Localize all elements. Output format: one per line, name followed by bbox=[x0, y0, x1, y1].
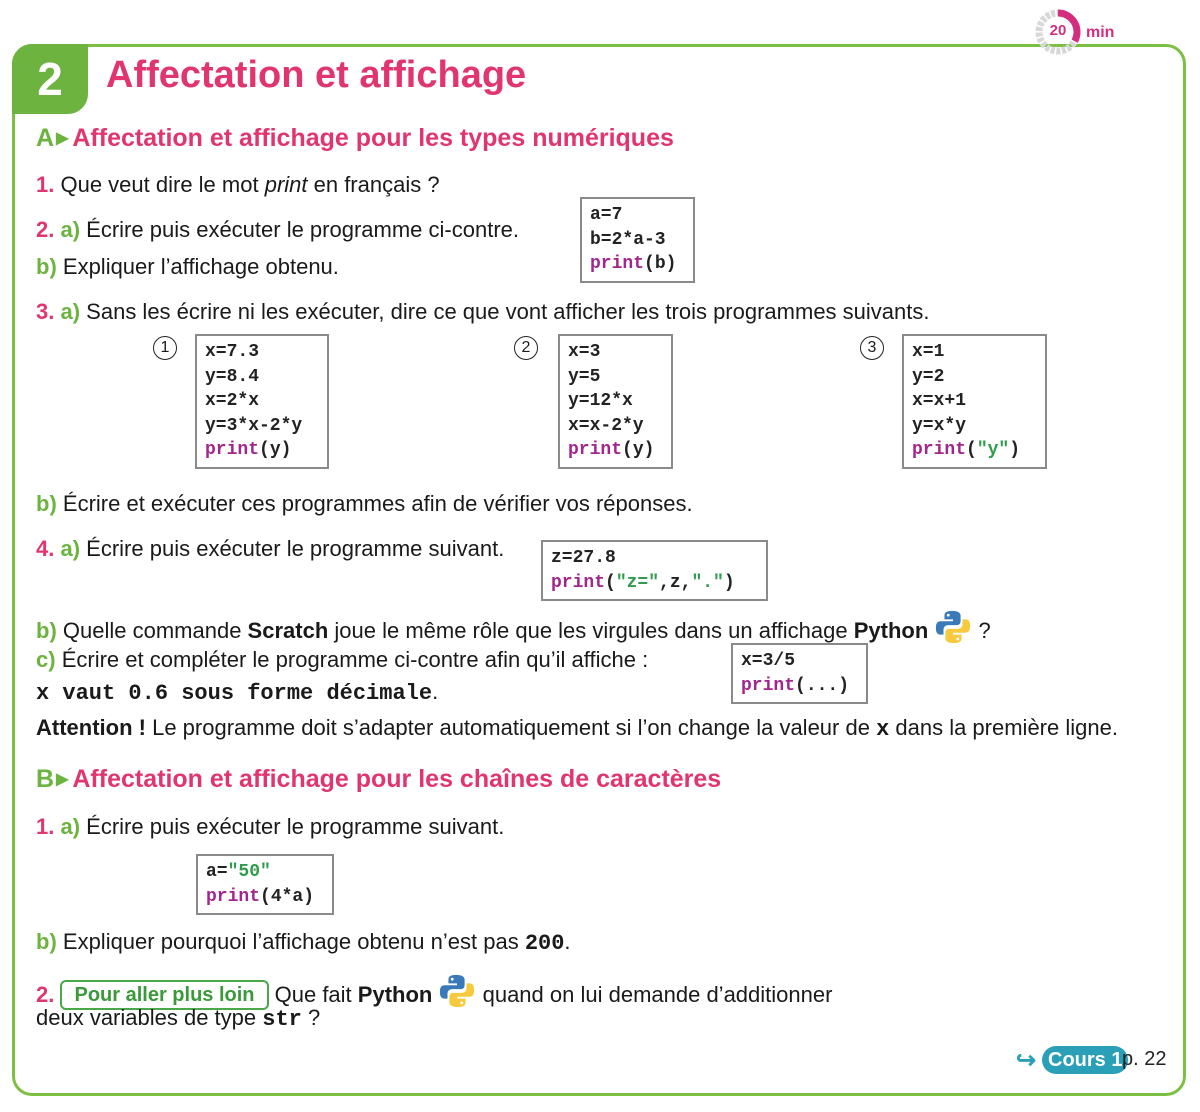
subquestion-label: b) bbox=[36, 618, 57, 643]
question-text: Écrire puis exécuter le programme suivant. bbox=[86, 814, 505, 839]
question-text: Expliquer pourquoi l’affichage obtenu n’est pas bbox=[62, 929, 525, 954]
code-assign: a= bbox=[206, 862, 228, 882]
code-line bbox=[205, 438, 319, 463]
code-line: y=5 bbox=[568, 366, 601, 387]
timer-value: 20 bbox=[1049, 22, 1067, 39]
question-text-mid: joue le même rôle que les virgules dans un affichage bbox=[328, 618, 854, 643]
punctuation: . bbox=[564, 929, 571, 954]
code-line bbox=[568, 438, 663, 463]
code-line: x=2*x bbox=[205, 391, 260, 411]
timer-unit: min bbox=[1086, 24, 1115, 41]
code-block-prog3 bbox=[902, 334, 1047, 469]
question-text: Expliquer l’affichage obtenu. bbox=[62, 254, 339, 279]
code-line: x=1 bbox=[912, 342, 945, 362]
question-text-end: quand on lui demande d’additionner bbox=[476, 982, 833, 1007]
question-number: 2. bbox=[36, 217, 55, 242]
code-paren: ( bbox=[605, 572, 616, 593]
code-args: (...) bbox=[795, 675, 850, 696]
subquestion-label: a) bbox=[60, 814, 81, 839]
code-line bbox=[741, 674, 858, 699]
subquestion-label: b) bbox=[36, 929, 57, 954]
question-text: Que veut dire le mot bbox=[60, 172, 265, 197]
value-200: 200 bbox=[524, 931, 565, 956]
cours-page-ref: p. 22 bbox=[1122, 1048, 1167, 1070]
code-args: (4*a) bbox=[260, 886, 315, 907]
program-label-2: 2 bbox=[514, 336, 538, 360]
exercise-number-badge: 2 bbox=[12, 44, 88, 114]
subquestion-label: b) bbox=[36, 254, 57, 279]
code-block-b1 bbox=[196, 854, 334, 915]
code-keyword: print bbox=[551, 572, 606, 593]
code-paren: ) bbox=[723, 572, 735, 593]
code-line bbox=[912, 438, 1037, 463]
question-b1a bbox=[36, 814, 504, 840]
scratch-word: Scratch bbox=[247, 618, 329, 643]
question-text-end: ? bbox=[972, 618, 991, 643]
question-number: 1. bbox=[36, 172, 55, 197]
code-line bbox=[206, 860, 324, 885]
question-text: Écrire puis exécuter le programme suivant. bbox=[86, 536, 505, 561]
code-line: x=3/5 bbox=[741, 651, 796, 671]
code-keyword: print bbox=[206, 886, 261, 907]
code-line: a=7 bbox=[590, 205, 623, 225]
code-block-prog1 bbox=[195, 334, 329, 469]
code-keyword: print bbox=[568, 440, 623, 460]
question-text-end: en français ? bbox=[307, 172, 440, 197]
code-args: (b) bbox=[644, 254, 677, 274]
attention-text: Le programme doit s’adapter automatiquement si l’on change la valeur de bbox=[145, 715, 877, 740]
question-text: Sans les écrire ni les exécuter, dire ce que vont afficher les trois programmes suivants. bbox=[86, 299, 930, 324]
code-string: "50" bbox=[227, 862, 271, 882]
question-a4c bbox=[36, 647, 648, 673]
question-a1 bbox=[36, 172, 440, 198]
attention-note bbox=[36, 715, 1118, 742]
question-a2a bbox=[36, 217, 519, 243]
expected-output-line bbox=[36, 679, 438, 706]
code-line: y=3*x-2*y bbox=[205, 415, 303, 436]
code-paren: ) bbox=[1009, 440, 1021, 460]
question-text: deux variables de type bbox=[36, 1005, 263, 1030]
code-block-a4c bbox=[731, 643, 868, 704]
code-line bbox=[551, 571, 758, 596]
code-keyword: print bbox=[590, 254, 645, 274]
triangle-icon: ▶ bbox=[56, 771, 69, 788]
print-word: print bbox=[264, 172, 308, 197]
question-text: Écrire et exécuter ces programmes afin de vérifier vos réponses. bbox=[62, 491, 693, 516]
code-line: y=12*x bbox=[568, 391, 633, 411]
question-a4b bbox=[36, 608, 991, 646]
code-line bbox=[206, 885, 324, 910]
question-text: Écrire et compléter le programme ci-contre afin qu’il affiche : bbox=[61, 647, 649, 672]
question-a3a bbox=[36, 299, 930, 325]
code-line: x=3 bbox=[568, 342, 601, 362]
exercise-title: Affectation et affichage bbox=[106, 54, 527, 96]
code-line bbox=[590, 252, 685, 277]
question-text: Écrire puis exécuter le programme ci-contre. bbox=[86, 217, 519, 242]
question-a4a bbox=[36, 536, 504, 562]
program-label-3: 3 bbox=[860, 336, 884, 360]
code-args: ,z, bbox=[659, 572, 692, 593]
python-word: Python bbox=[357, 982, 433, 1007]
question-number: 4. bbox=[36, 536, 55, 561]
code-line: x=x-2*y bbox=[568, 415, 644, 436]
pour-aller-plus-loin-tag: Pour aller plus loin bbox=[60, 980, 268, 1010]
question-number: 3. bbox=[36, 299, 55, 324]
code-line: y=8.4 bbox=[205, 366, 260, 387]
subquestion-label: a) bbox=[60, 217, 81, 242]
attention-label: Attention ! bbox=[36, 715, 146, 740]
code-args: (y) bbox=[259, 440, 292, 460]
section-a-title: Affectation et affichage pour les types numériques bbox=[72, 124, 674, 152]
code-keyword: print bbox=[912, 440, 967, 460]
code-string: "y" bbox=[976, 440, 1010, 460]
code-line: b=2*a-3 bbox=[590, 229, 666, 250]
question-a3b bbox=[36, 491, 693, 517]
code-paren: ( bbox=[966, 440, 977, 460]
code-string: "z=" bbox=[615, 572, 660, 593]
subquestion-label: b) bbox=[36, 491, 57, 516]
expected-output: x vaut 0.6 sous forme décimale bbox=[36, 681, 433, 706]
question-b2-line2 bbox=[36, 1005, 320, 1032]
code-block-a4 bbox=[541, 540, 768, 601]
question-b1b bbox=[36, 929, 571, 956]
question-text: Que fait bbox=[268, 982, 358, 1007]
question-text-end: ? bbox=[301, 1005, 321, 1030]
question-number: 2. bbox=[36, 982, 55, 1007]
python-logo-icon bbox=[438, 972, 476, 1010]
code-line: x=7.3 bbox=[205, 342, 260, 362]
punctuation: . bbox=[432, 679, 439, 704]
section-a-letter: A bbox=[36, 124, 55, 152]
subquestion-label: a) bbox=[60, 299, 81, 324]
code-block-a2 bbox=[580, 197, 695, 283]
code-keyword: print bbox=[741, 675, 796, 696]
type-str: str bbox=[262, 1007, 302, 1032]
section-b-heading bbox=[36, 765, 721, 794]
question-a2b bbox=[36, 254, 339, 280]
code-string: "." bbox=[691, 572, 724, 593]
subquestion-label: c) bbox=[36, 647, 56, 672]
python-logo-icon bbox=[934, 608, 972, 646]
program-label-1: 1 bbox=[153, 336, 177, 360]
triangle-icon: ▶ bbox=[56, 130, 69, 147]
code-line: y=2 bbox=[912, 366, 945, 387]
question-number: 1. bbox=[36, 814, 55, 839]
cours-link[interactable]: Cours 1 bbox=[1042, 1046, 1128, 1074]
code-args: (y) bbox=[622, 440, 655, 460]
code-line: x=x+1 bbox=[912, 391, 967, 411]
section-a-heading bbox=[36, 124, 674, 153]
section-b-title: Affectation et affichage pour les chaînes de caractères bbox=[72, 765, 722, 793]
code-block-prog2 bbox=[558, 334, 673, 469]
python-word: Python bbox=[853, 618, 929, 643]
question-text: Quelle commande bbox=[62, 618, 248, 643]
cours-arrow-icon: ↪ bbox=[1016, 1047, 1037, 1074]
code-keyword: print bbox=[205, 440, 260, 460]
attention-text-end: dans la première ligne. bbox=[889, 715, 1118, 740]
code-line: y=x*y bbox=[912, 415, 967, 436]
code-line: z=27.8 bbox=[551, 548, 616, 568]
section-b-letter: B bbox=[36, 765, 55, 793]
variable-name: x bbox=[876, 717, 890, 742]
subquestion-label: a) bbox=[60, 536, 81, 561]
